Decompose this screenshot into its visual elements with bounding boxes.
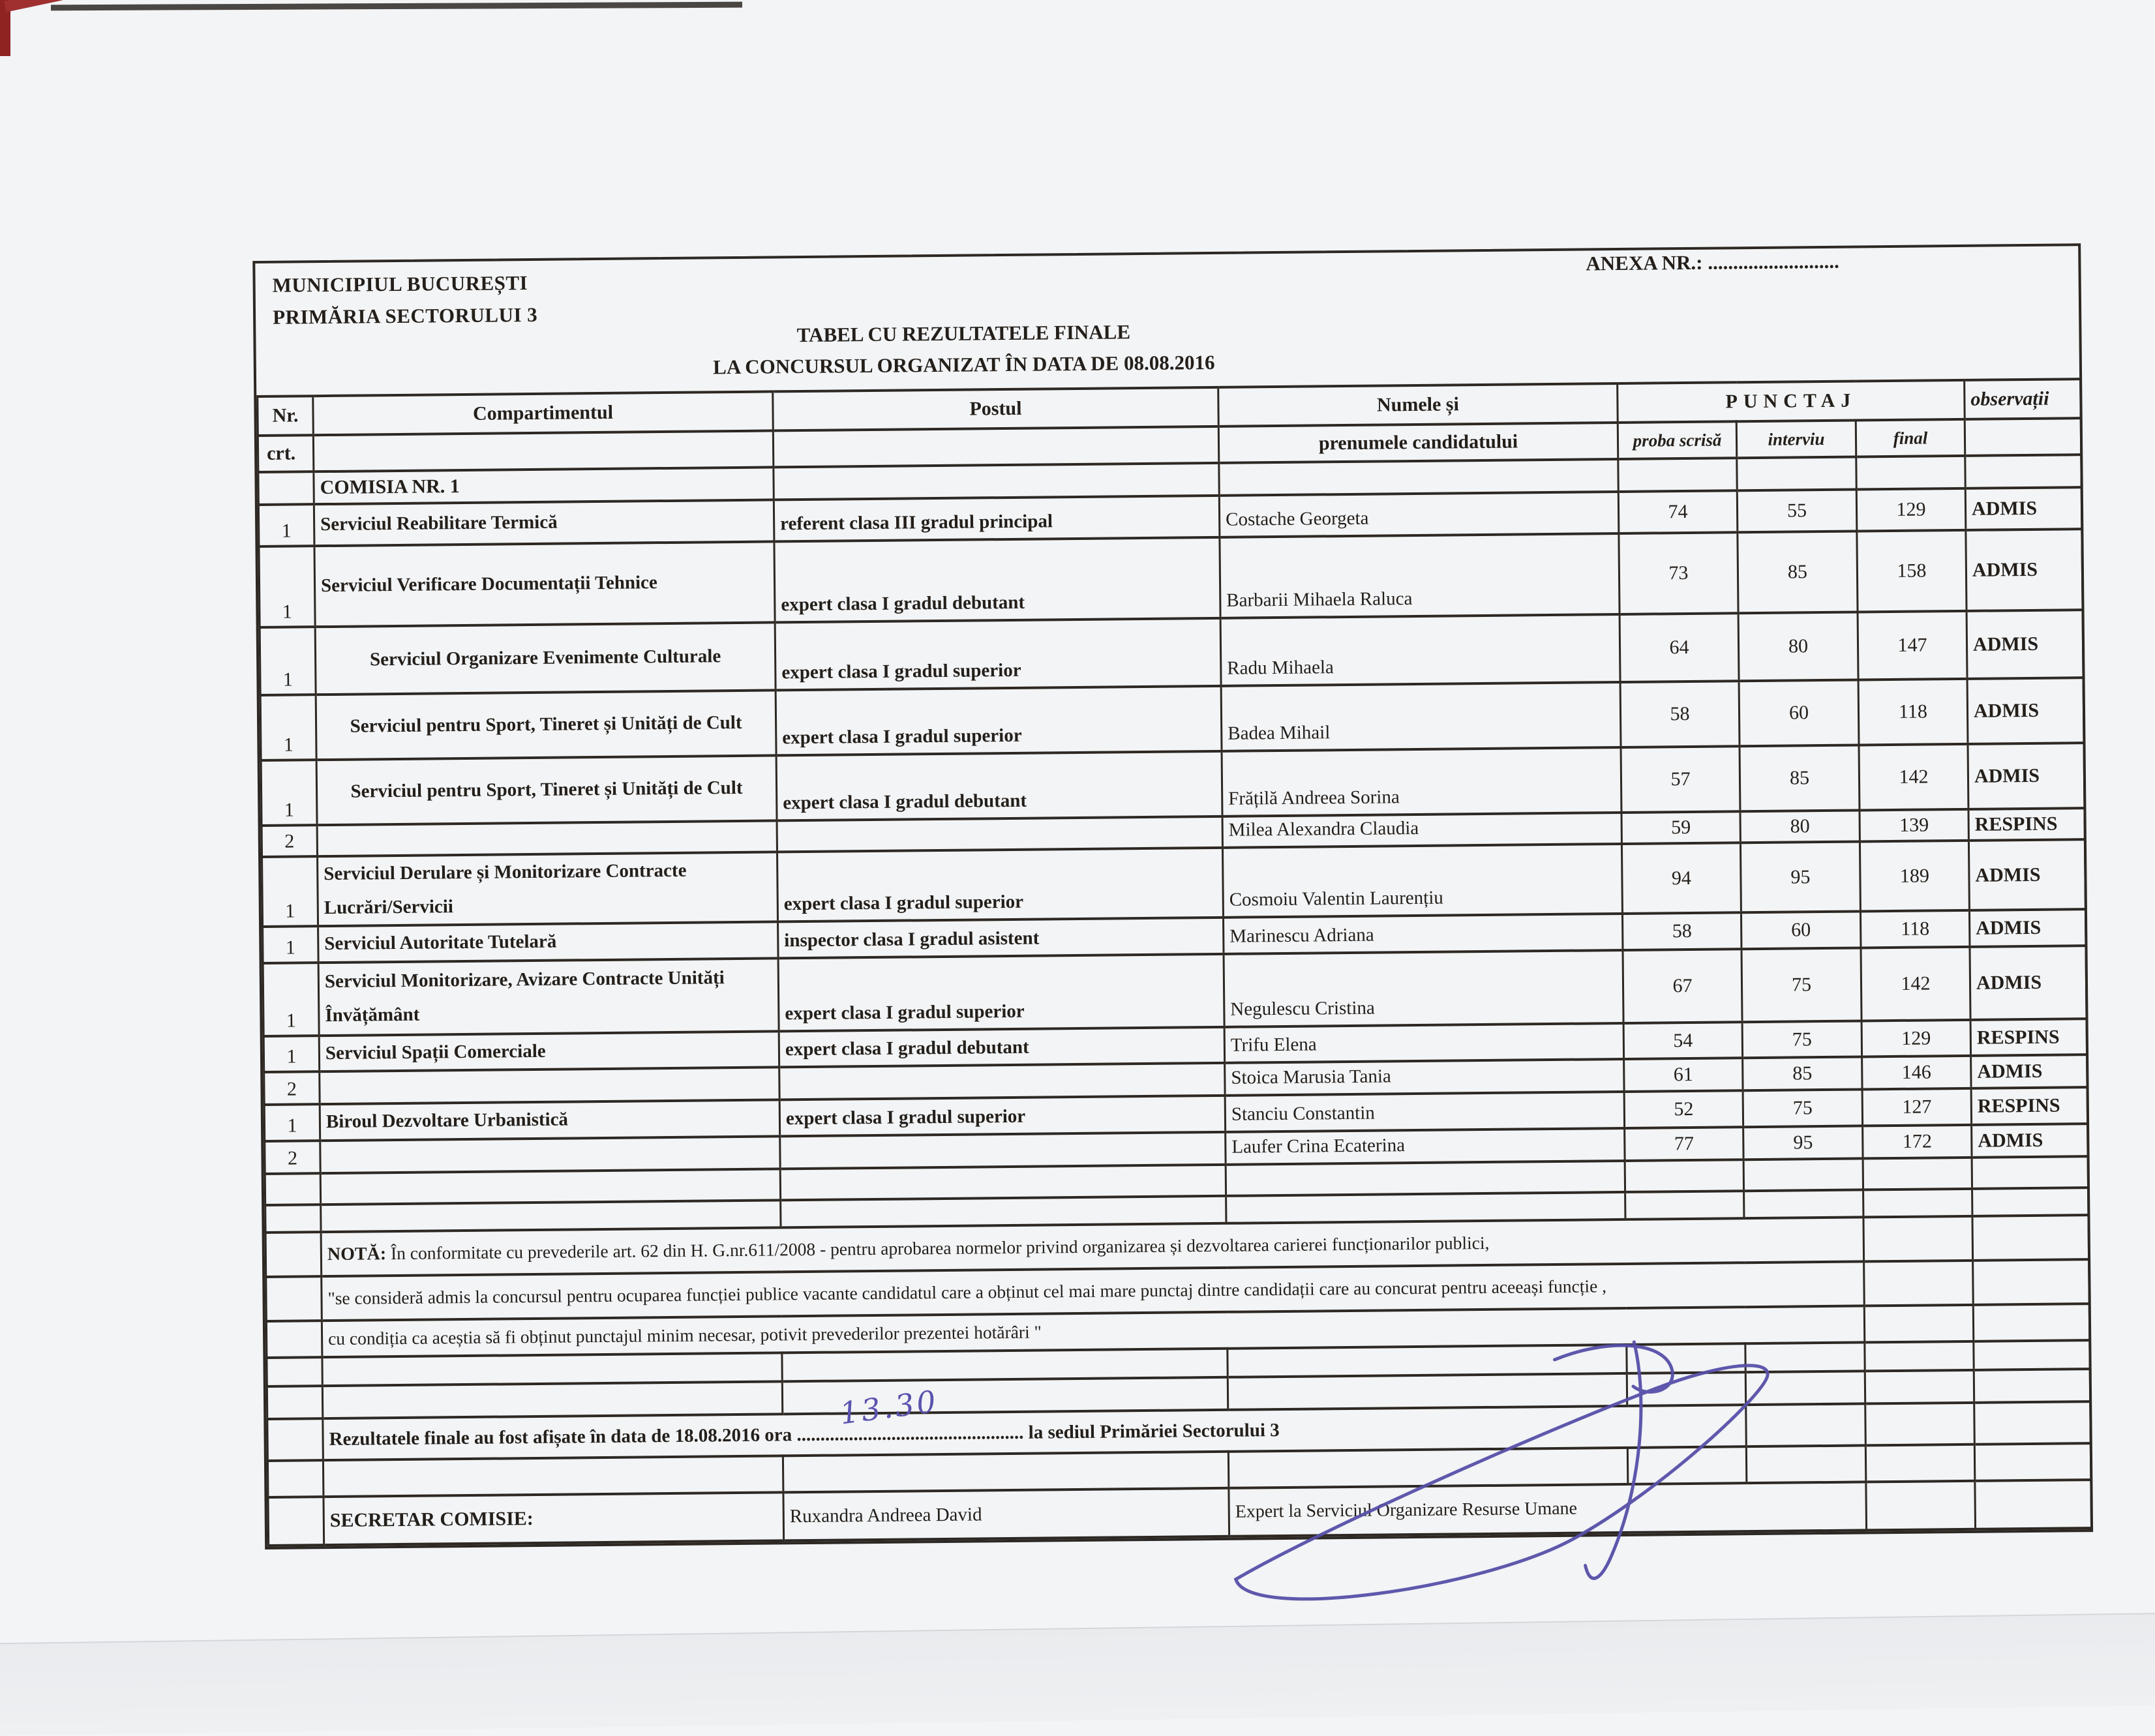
cell-comisia: COMISIA NR. 1 xyxy=(314,467,774,504)
cell-comp: Serviciul Spații Comerciale xyxy=(319,1031,779,1071)
cell-num: 139 xyxy=(1860,809,1968,842)
cell-post: expert clasa I gradul superior xyxy=(779,1096,1226,1136)
cell-nr xyxy=(266,1276,322,1321)
cell-nr: 2 xyxy=(264,1072,320,1105)
cell-num: 158 xyxy=(1857,530,1967,612)
cell-nr: 1 xyxy=(263,963,319,1036)
cell-empty xyxy=(1219,459,1618,496)
cell-nume: Costache Georgeta xyxy=(1219,492,1619,537)
cell-nume: Frățilă Andreea Sorina xyxy=(1222,747,1621,816)
cell-secretar-role: Expert la Serviciul Organizare Resurse Umane xyxy=(1229,1482,1867,1536)
cell-comp: Serviciul Autoritate Tutelară xyxy=(318,922,779,963)
cell-post xyxy=(777,816,1222,852)
cell-empty xyxy=(320,1169,780,1205)
cell-empty xyxy=(1865,1403,1975,1446)
cell-num: 75 xyxy=(1741,948,1861,1022)
cell-empty xyxy=(1737,456,1856,490)
cell-num: 95 xyxy=(1743,1126,1863,1160)
cell-comp: Serviciul Verificare Documentații Tehnice xyxy=(314,541,775,627)
cell-note: cu condiția ca aceștia să fi obținut punctajul minim necesar, potivit prevederilor prezentei hotărâri " xyxy=(322,1306,1864,1357)
cell-empty xyxy=(323,1456,783,1497)
cell-comp xyxy=(320,1136,780,1173)
cell-comp: Serviciul Organizare Evenimente Culturale xyxy=(315,622,776,695)
col-header-empty xyxy=(313,430,774,471)
authority-line-1: MUNICIPIUL BUCUREȘTI xyxy=(272,271,528,297)
authority-line-2: PRIMĂRIA SECTORULUI 3 xyxy=(272,303,538,329)
cell-num: 52 xyxy=(1624,1091,1743,1128)
anexa-number: ANEXA NR.: .......................... xyxy=(1586,249,1839,275)
cell-obs: RESPINS xyxy=(1971,1088,2088,1125)
cell-empty xyxy=(1974,1340,2090,1370)
cell-empty xyxy=(1974,1443,2091,1481)
cell-empty xyxy=(1865,1341,1974,1371)
cell-empty xyxy=(1627,1343,1745,1373)
cell-nr: 1 xyxy=(258,504,314,546)
cell-empty xyxy=(267,1460,324,1497)
cell-nr: 1 xyxy=(261,760,317,826)
cell-note: NOTĂ: În conformitate cu prevederile art. 62 din H. G.nr.611/2008 - pentru aprobarea normelor privind organizarea și dezvoltarea carierei funcționarilor publici, xyxy=(321,1217,1864,1276)
cell-nr: 1 xyxy=(260,695,316,760)
cell-empty xyxy=(1974,1401,2091,1444)
cell-empty xyxy=(1226,1161,1625,1196)
cell-empty xyxy=(1975,1480,2092,1529)
cell-empty xyxy=(1228,1345,1627,1377)
cell-empty xyxy=(1226,1192,1625,1223)
cell-comp xyxy=(320,1068,779,1105)
cell-num: 73 xyxy=(1619,532,1738,614)
cell-empty xyxy=(783,1452,1229,1493)
cell-nr: 1 xyxy=(260,627,316,695)
cell-post: expert clasa I gradul debutant xyxy=(776,751,1222,821)
cell-empty xyxy=(1863,1216,1973,1262)
cell-nume: Stanciu Constantin xyxy=(1225,1092,1625,1131)
cell-obs: ADMIS xyxy=(1965,487,2082,530)
cell-nr: 1 xyxy=(263,926,319,963)
cell-empty xyxy=(1972,1215,2089,1261)
cell-empty xyxy=(1972,1188,2088,1216)
cell-note: "se consideră admis la concursul pentru ocuparea funcției publice vacante candidatul care a obținut cel mai mare punctaj dintre candidații care au concurat pentru aceeași funcție , xyxy=(322,1261,1865,1321)
cell-comp xyxy=(317,820,777,856)
document-sheet xyxy=(252,243,2093,1549)
cell-comp: Serviciul pentru Sport, Tineret și Unități de Cult xyxy=(316,755,777,825)
title-line-1: TABEL CU REZULTATELE FINALE xyxy=(796,320,1131,347)
cell-nr: 1 xyxy=(262,856,318,927)
col-header-empty xyxy=(773,427,1219,468)
cell-num: 58 xyxy=(1622,912,1741,950)
cell-empty xyxy=(1627,1446,1747,1484)
cell-nume: Badea Mihail xyxy=(1221,682,1621,751)
cell-post: inspector clasa I gradul asistent xyxy=(778,918,1224,958)
cell-num: 64 xyxy=(1620,613,1739,682)
cell-empty xyxy=(1618,458,1737,492)
cell-empty xyxy=(1965,455,2081,488)
cell-nr xyxy=(265,1232,322,1277)
cell-num: 67 xyxy=(1623,949,1742,1023)
cell-num: 60 xyxy=(1739,680,1859,746)
cell-nr: 1 xyxy=(264,1105,320,1141)
cell-empty xyxy=(1746,1403,1866,1446)
cell-nume: Radu Mihaela xyxy=(1220,614,1620,686)
cell-num: 85 xyxy=(1743,1057,1862,1091)
cell-post: expert clasa I gradul debutant xyxy=(779,1027,1225,1068)
cell-empty xyxy=(1625,1191,1744,1220)
cell-empty xyxy=(1745,1342,1865,1372)
cell-nume: Laufer Crina Ecaterina xyxy=(1226,1128,1625,1165)
cell-num: 54 xyxy=(1623,1022,1743,1059)
cell-num: 94 xyxy=(1621,843,1741,914)
cell-obs: ADMIS xyxy=(1968,743,2085,809)
cell-comp: Serviciul Monitorizare, Avizare Contracte Unități Învățământ xyxy=(318,958,779,1036)
cell-empty xyxy=(774,463,1219,500)
cell-post: expert clasa I gradul superior xyxy=(776,686,1222,756)
col-header-interviu: interviu xyxy=(1736,421,1856,458)
cell-secretar-label: SECRETAR COMISIE: xyxy=(324,1492,784,1545)
cell-num: 60 xyxy=(1741,912,1861,949)
cell-num: 146 xyxy=(1862,1056,1972,1090)
cell-nr xyxy=(258,471,314,505)
cell-num: 127 xyxy=(1862,1088,1972,1126)
cell-comp: Biroul Dezvoltare Urbanistică xyxy=(320,1100,780,1141)
cell-comp: Serviciul pentru Sport, Tineret și Unități de Cult xyxy=(316,690,776,760)
cell-obs: ADMIS xyxy=(1972,1124,2088,1158)
cell-empty xyxy=(781,1196,1226,1228)
cell-obs: ADMIS xyxy=(1971,1055,2087,1089)
cell-post xyxy=(779,1063,1225,1100)
cell-empty xyxy=(265,1205,321,1233)
cell-num: 118 xyxy=(1860,910,1970,948)
cell-obs: ADMIS xyxy=(1968,839,2085,910)
cell-num: 142 xyxy=(1861,947,1970,1021)
results-table xyxy=(256,378,2092,1547)
cell-empty xyxy=(1625,1160,1743,1192)
cell-num: 58 xyxy=(1620,681,1740,747)
cell-empty xyxy=(1228,1448,1628,1488)
col-header-nr: Nr. xyxy=(258,396,314,436)
cell-nume: Marinescu Adriana xyxy=(1223,914,1623,953)
cell-rez: Rezultatele finale au fost afișate în data de 18.08.2016 ora ................................................ 13.30 la sediul Primăriei Sectorului 3 xyxy=(323,1405,1747,1460)
cell-empty xyxy=(1864,1261,1974,1306)
cell-nume: Milea Alexandra Claudia xyxy=(1222,813,1621,848)
cell-empty xyxy=(780,1165,1226,1201)
cell-num: 85 xyxy=(1738,531,1858,613)
cell-empty xyxy=(322,1381,782,1418)
results-table-body xyxy=(258,455,2092,1546)
cell-empty xyxy=(1973,1259,2090,1305)
col-header-empty xyxy=(1965,418,2081,456)
col-header-compartiment: Compartimentul xyxy=(313,391,774,435)
cell-empty xyxy=(782,1349,1228,1382)
cell-nr xyxy=(268,1497,324,1546)
col-header-punctaj: PUNCTAJ xyxy=(1618,380,1965,423)
cell-num: 189 xyxy=(1860,841,1969,912)
col-header-nume: Numele și xyxy=(1218,383,1618,427)
cell-empty xyxy=(267,1386,322,1419)
cell-nume: Cosmoiu Valentin Laurențiu xyxy=(1222,844,1622,918)
col-header-observatii: observații xyxy=(1965,379,2081,419)
cell-nr: 2 xyxy=(265,1141,320,1174)
cell-num: 57 xyxy=(1621,746,1740,813)
cell-num: 129 xyxy=(1856,488,1966,531)
cell-nr: 2 xyxy=(262,825,317,857)
cell-num: 59 xyxy=(1621,811,1740,844)
cell-nr xyxy=(266,1321,322,1358)
title-line-2: LA CONCURSUL ORGANIZAT ÎN DATA DE 08.08.2016 xyxy=(713,350,1215,379)
cell-empty xyxy=(322,1353,782,1386)
cell-empty xyxy=(1972,1156,2088,1189)
cell-post: expert clasa I gradul superior xyxy=(775,618,1221,691)
cell-nume: Negulescu Cristina xyxy=(1224,950,1623,1027)
cell-post: expert clasa I gradul superior xyxy=(777,848,1224,922)
cell-num: 61 xyxy=(1624,1058,1743,1092)
cell-empty xyxy=(265,1173,320,1205)
cell-empty xyxy=(267,1357,322,1386)
cell-empty xyxy=(321,1200,781,1232)
handwritten-time: 13.30 xyxy=(837,1383,941,1431)
cell-post: expert clasa I gradul superior xyxy=(778,954,1224,1032)
cell-num: 55 xyxy=(1737,489,1857,532)
col-header-proba-scrisa: proba scrisă xyxy=(1618,421,1737,459)
cell-nr xyxy=(267,1418,324,1461)
cell-empty xyxy=(1865,1370,1974,1404)
cell-empty xyxy=(1743,1158,1863,1191)
cell-num: 74 xyxy=(1618,490,1738,533)
cell-obs: ADMIS xyxy=(1969,909,2086,946)
cell-empty xyxy=(1228,1373,1627,1410)
cell-obs: ADMIS xyxy=(1966,529,2083,611)
cell-num: 118 xyxy=(1858,679,1968,745)
cell-obs: RESPINS xyxy=(1968,808,2085,841)
cell-obs: RESPINS xyxy=(1970,1019,2087,1056)
col-header-nume-2: prenumele candidatului xyxy=(1218,423,1618,463)
cell-nr: 1 xyxy=(259,546,315,627)
cell-empty xyxy=(1974,1369,2090,1403)
cell-empty xyxy=(1856,456,1966,490)
cell-comp: Serviciul Reabilitare Termică xyxy=(314,500,774,546)
cell-obs: ADMIS xyxy=(1967,610,2083,679)
cell-empty xyxy=(1973,1304,2090,1341)
cell-empty xyxy=(1866,1481,1976,1531)
cell-num: 129 xyxy=(1861,1020,1971,1057)
cell-empty xyxy=(1746,1445,1866,1483)
cell-empty xyxy=(1744,1190,1863,1218)
cell-num: 85 xyxy=(1740,745,1860,811)
cell-obs: ADMIS xyxy=(1970,946,2087,1020)
col-header-final: final xyxy=(1856,419,1965,457)
cell-post xyxy=(780,1132,1226,1169)
cell-num: 77 xyxy=(1625,1127,1743,1161)
cell-nr: 1 xyxy=(264,1036,320,1072)
cell-num: 80 xyxy=(1740,810,1860,843)
cell-obs: ADMIS xyxy=(1967,678,2084,744)
cell-empty xyxy=(1863,1189,1972,1218)
document-header xyxy=(255,246,2079,395)
cell-post: referent clasa III gradul principal xyxy=(774,496,1220,542)
cell-empty xyxy=(1745,1371,1865,1405)
cell-post: expert clasa I gradul debutant xyxy=(774,537,1220,623)
col-header-crt: crt. xyxy=(258,435,314,472)
cell-num: 95 xyxy=(1740,841,1860,912)
col-header-postul: Postul xyxy=(773,387,1219,431)
cell-num: 142 xyxy=(1859,744,1968,811)
cell-empty xyxy=(1627,1372,1745,1406)
cell-empty xyxy=(1864,1305,1974,1343)
cell-empty xyxy=(1865,1444,1975,1482)
cell-nume: Stoica Marusia Tania xyxy=(1225,1059,1624,1096)
cell-num: 75 xyxy=(1742,1021,1862,1058)
cell-num: 172 xyxy=(1863,1125,1972,1159)
cell-comp: Serviciul Derulare și Monitorizare Contracte Lucrări/Servicii xyxy=(318,852,778,926)
cell-nume: Barbarii Mihaela Raluca xyxy=(1220,533,1620,618)
cell-empty xyxy=(1863,1158,1972,1190)
document-title xyxy=(256,311,1672,387)
cell-secretar-name: Ruxandra Andreea David xyxy=(783,1488,1229,1541)
cell-num: 80 xyxy=(1738,612,1858,681)
cell-num: 75 xyxy=(1743,1090,1863,1127)
cell-num: 147 xyxy=(1858,611,1967,680)
cell-nume: Trifu Elena xyxy=(1224,1023,1624,1063)
